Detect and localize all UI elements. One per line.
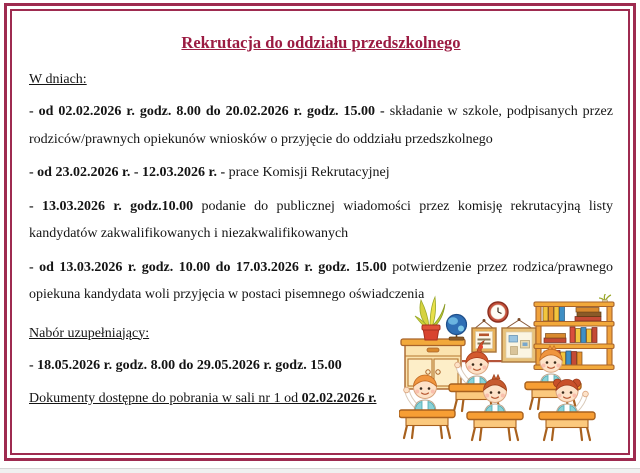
student-icon [554, 379, 589, 417]
documents-note-text: Dokumenty dostępne do pobrania w sali nr 1 od [29, 391, 302, 406]
date-range: - od 13.03.2026 r. godz. 10.00 do 17.03.2026 r. godz. 15.00 [29, 259, 387, 275]
date-range: - 13.03.2026 r. godz.10.00 [29, 198, 194, 214]
bulletin-board-icon [502, 318, 536, 362]
desk-icon [399, 410, 455, 438]
description: składanie w szkole, podpisanych przez rodziców/prawnych opiekunów wniosków o przyjęcie do oddziału przedszkolnego [29, 104, 613, 147]
schedule-item [29, 98, 613, 153]
desk-icon [467, 412, 523, 440]
page-title: Rekrutacja do oddziału przedszkolnego [181, 33, 461, 52]
supplementary-date: - 18.05.2026 r. godz. 8.00 do 29.05.2026 r. godz. 15.00 [29, 357, 342, 373]
student-icon [484, 375, 507, 418]
description: potwierdzenie przez rodzica/​prawnego opiekuna kandydata woli przyjęcia w postaci pisemnego oświadczenia [29, 259, 614, 302]
page-bottom-edge [0, 468, 640, 473]
documents-note-date: 02.02.2026 r. [301, 391, 377, 406]
schedule-item [29, 159, 613, 187]
globe-icon [447, 315, 467, 341]
supplementary-heading: Nabór uzupełniający: [29, 325, 150, 341]
date-range: - od 23.02.2026 r. - 12.03.2026 r. - [29, 165, 226, 180]
description: podanie do publicznej wiadomości przez komisję rekrutacyjną listy kandydatów zakwalifikowanych i niezakwalifikowanych [29, 198, 613, 241]
description: prace Komisji Rekrutacyjnej [225, 165, 390, 180]
picture-frame-icon [472, 319, 496, 352]
potted-plant-icon [415, 297, 445, 340]
intro-heading: W dniach: [29, 72, 87, 87]
clock-icon [488, 302, 508, 323]
classroom-children-illustration [399, 294, 627, 456]
desk-icon [539, 412, 595, 440]
date-range: - od 02.02.2026 r. godz. 8.00 do 20.02.2026 r. godz. 15.00 - [29, 104, 385, 119]
schedule-item [29, 193, 613, 248]
